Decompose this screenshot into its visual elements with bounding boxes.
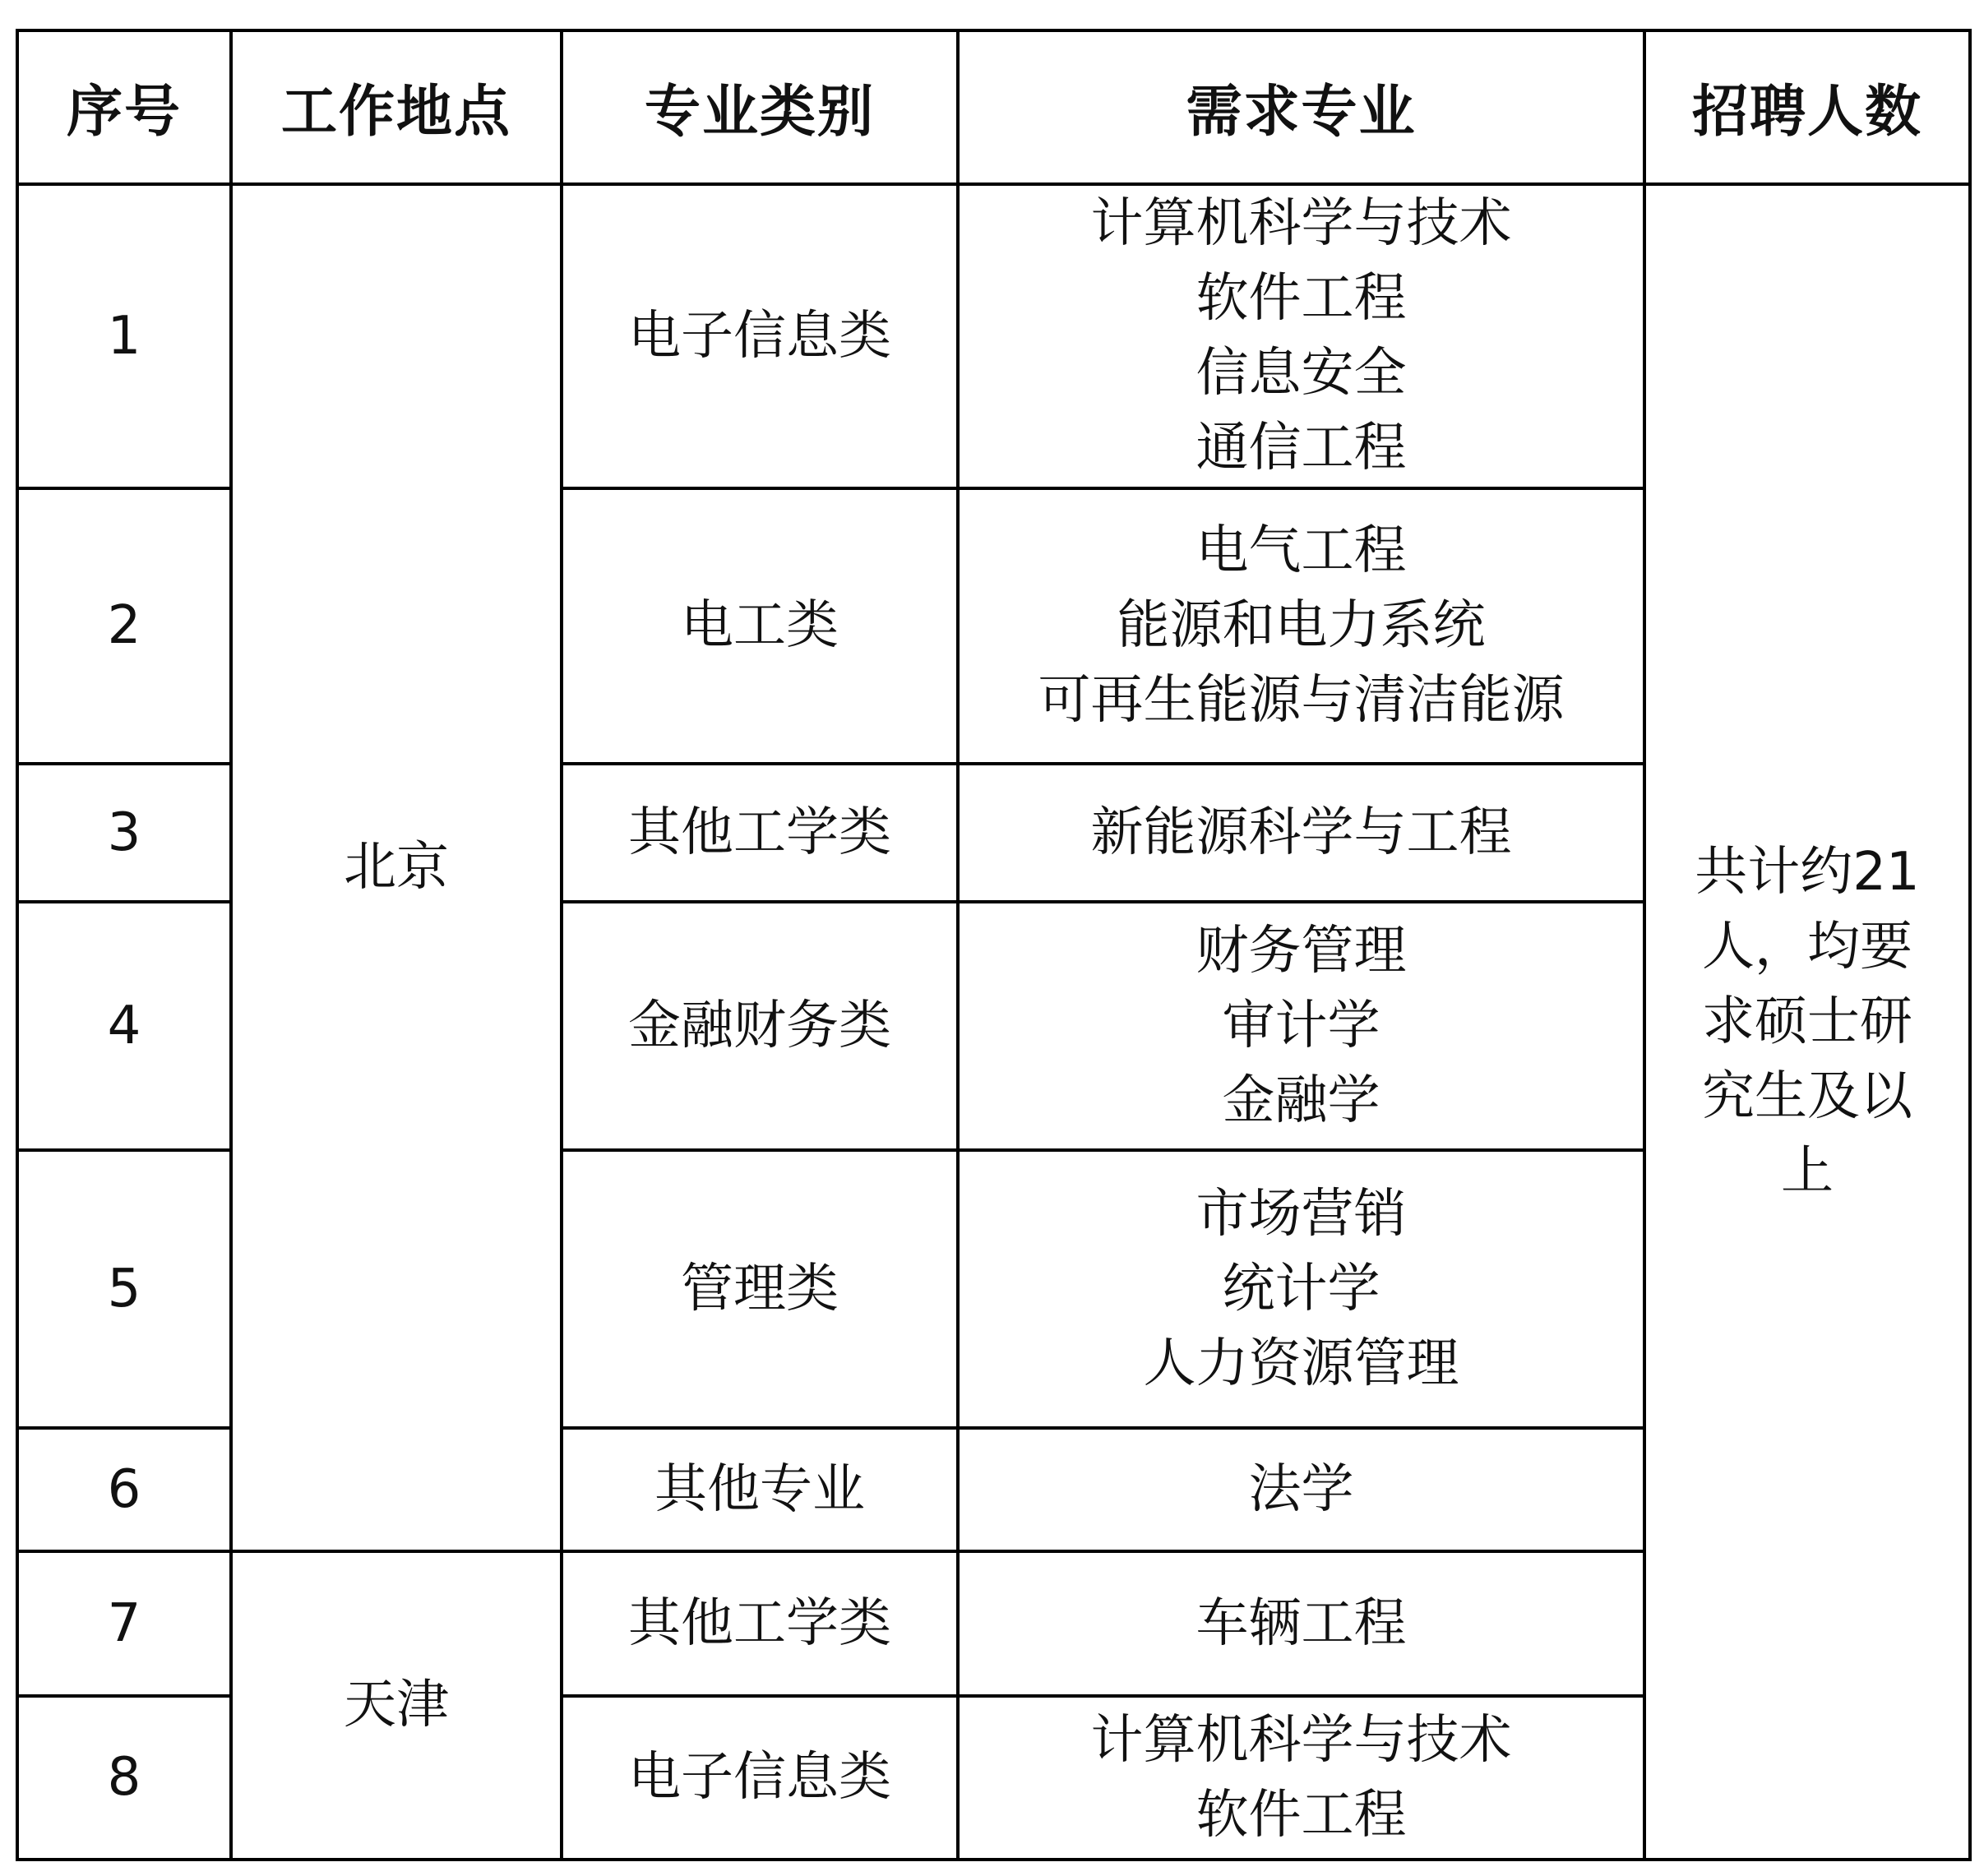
major-item: 信息安全 xyxy=(1195,343,1407,404)
major-item: 通信工程 xyxy=(1195,418,1407,478)
major-item: 可再生能源与清洁能源 xyxy=(1038,670,1565,731)
header-seq: 序号 xyxy=(17,30,231,184)
major-item: 车辆工程 xyxy=(1195,1592,1407,1654)
recruitment-table xyxy=(16,29,1972,1861)
majors-cell xyxy=(958,902,1644,1150)
header-location: 工作地点 xyxy=(231,30,562,184)
category-cell: 管理类 xyxy=(562,1150,958,1428)
majors-cell xyxy=(958,1696,1644,1860)
category-cell: 其他工学类 xyxy=(562,764,958,902)
majors-cell xyxy=(958,184,1644,488)
headcount-cell xyxy=(1644,184,1970,1860)
category-cell: 金融财务类 xyxy=(562,902,958,1150)
category-cell: 其他专业 xyxy=(562,1428,958,1551)
header-category: 专业类别 xyxy=(562,30,958,184)
header-count: 招聘人数 xyxy=(1644,30,1970,184)
majors-cell xyxy=(958,1428,1644,1551)
row-seq: 7 xyxy=(17,1551,231,1696)
major-item: 金融学 xyxy=(1222,1070,1380,1131)
table-row xyxy=(17,184,1970,488)
major-item: 能源和电力系统 xyxy=(1117,595,1486,656)
major-item: 法学 xyxy=(1248,1458,1354,1520)
category-cell: 电工类 xyxy=(562,488,958,764)
major-item: 审计学 xyxy=(1222,995,1380,1056)
headcount-text-line: 人，均要 xyxy=(1702,916,1912,977)
major-item: 软件工程 xyxy=(1195,268,1407,329)
row-seq: 6 xyxy=(17,1428,231,1551)
header-row xyxy=(17,30,1970,184)
row-seq: 4 xyxy=(17,902,231,1150)
majors-cell xyxy=(958,764,1644,902)
major-item: 新能源科学与工程 xyxy=(1090,802,1512,863)
location-cell-tianjin: 天津 xyxy=(231,1551,562,1860)
major-item: 软件工程 xyxy=(1195,1784,1407,1846)
category-cell: 其他工学类 xyxy=(562,1551,958,1696)
major-item: 计算机科学与技术 xyxy=(1090,193,1512,254)
headcount-text-line: 共计约21 xyxy=(1695,841,1920,903)
row-seq: 2 xyxy=(17,488,231,764)
majors-cell xyxy=(958,1551,1644,1696)
major-item: 市场营销 xyxy=(1195,1183,1407,1245)
headcount-text-line: 上 xyxy=(1781,1140,1834,1202)
major-item: 财务管理 xyxy=(1195,920,1407,982)
category-cell: 电子信息类 xyxy=(562,1696,958,1860)
row-seq: 8 xyxy=(17,1696,231,1860)
row-seq: 3 xyxy=(17,764,231,902)
row-seq: 1 xyxy=(17,184,231,488)
category-cell: 电子信息类 xyxy=(562,184,958,488)
majors-cell xyxy=(958,1150,1644,1428)
majors-cell xyxy=(958,488,1644,764)
major-item: 电气工程 xyxy=(1195,520,1407,581)
headcount-text-line: 究生及以 xyxy=(1702,1065,1912,1127)
location-cell-beijing: 北京 xyxy=(231,184,562,1551)
header-majors: 需求专业 xyxy=(958,30,1644,184)
major-item: 计算机科学与技术 xyxy=(1090,1709,1512,1771)
headcount-text-line: 求硕士研 xyxy=(1702,991,1912,1052)
major-item: 统计学 xyxy=(1222,1258,1380,1319)
row-seq: 5 xyxy=(17,1150,231,1428)
major-item: 人力资源管理 xyxy=(1143,1333,1459,1394)
